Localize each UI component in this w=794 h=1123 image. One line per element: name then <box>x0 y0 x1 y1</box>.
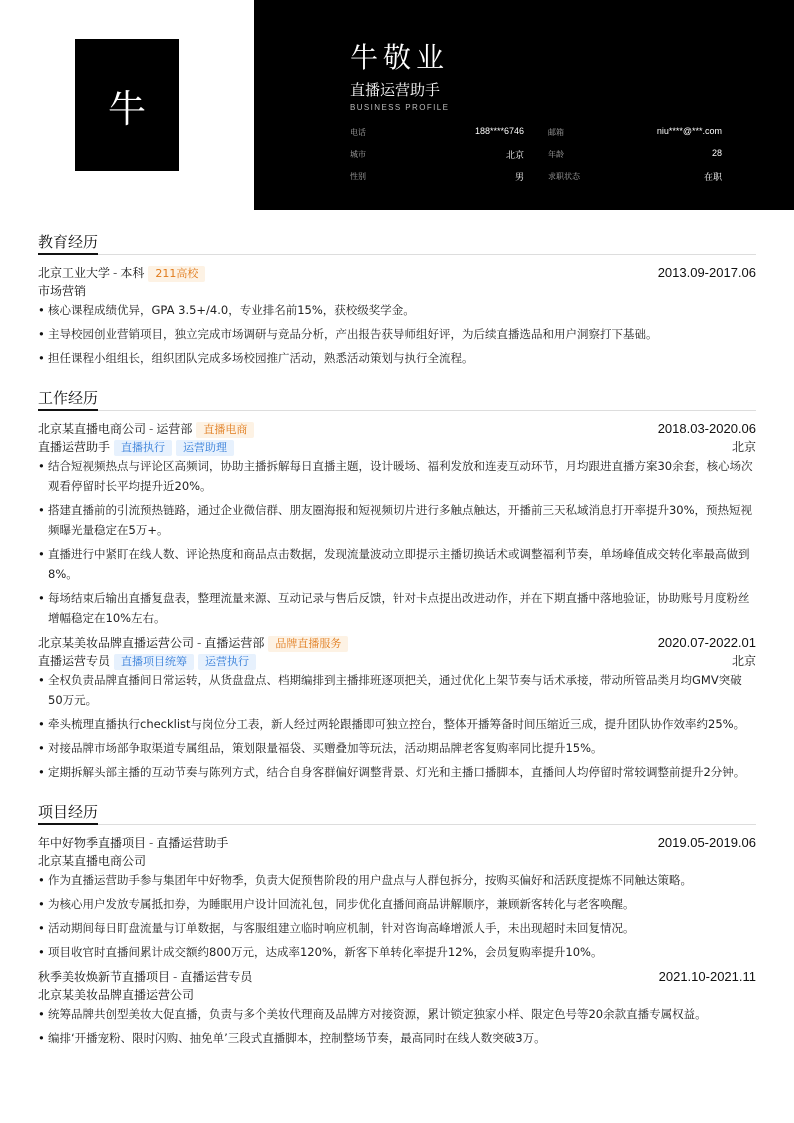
info-label: 邮箱 <box>548 128 564 137</box>
work-city: 北京 <box>731 440 756 454</box>
date-range: 2020.07-2022.01 <box>657 635 756 650</box>
section-header <box>38 388 756 411</box>
section-header <box>38 802 756 825</box>
entry-heading <box>38 264 756 282</box>
info-city <box>350 148 524 170</box>
list-item: • 编排‘开播宠粉、限时闪购、抽免单’三段式直播脚本，控制整场节奏，最高同时在线人数突破3万。 <box>38 1028 756 1048</box>
info-value: 28 <box>711 148 722 158</box>
date-range: 2018.03-2020.06 <box>657 421 756 436</box>
project-entry <box>38 834 756 962</box>
header-left-panel <box>0 0 254 210</box>
section-title: 工作经历 <box>38 388 98 411</box>
bullet-list <box>38 456 756 628</box>
list-item: • 直播进行中紧盯在线人数、评论热度和商品点击数据，发现流量波动立即提示主播切换话术或调整福利节奏，单场峰值成交转化率最高做到8%。 <box>38 544 756 584</box>
department: 运营部 <box>156 422 193 436</box>
info-row <box>350 148 722 170</box>
entry-heading <box>38 634 756 652</box>
entry-subheading <box>38 652 756 670</box>
education-section <box>38 232 756 368</box>
info-row <box>350 170 722 192</box>
project-role: 直播运营专员 <box>180 970 253 984</box>
list-item: • 结合短视频热点与评论区高频词，协助主播拆解每日直播主题，设计暖场、福利发放和连麦互动环节，月均跟进直播方案30余套，核心场次观看停留时长平均提升近20%。 <box>38 456 756 496</box>
list-item: • 担任课程小组组长，组织团队完成多场校园推广活动，熟悉活动策划与执行全流程。 <box>38 348 756 368</box>
list-item: • 牵头梳理直播执行checklist与岗位分工表，新人经过两轮跟播即可独立控台，整体开播筹备时间压缩近三成，提升团队协作效率约25%。 <box>38 714 756 734</box>
skill-tag: 运营执行 <box>198 654 256 670</box>
major: 市场营销 <box>38 284 87 298</box>
department: 直播运营部 <box>204 636 265 650</box>
info-row <box>350 126 722 148</box>
skill-tag: 直播项目统筹 <box>114 654 194 670</box>
entry-subheading <box>38 282 756 300</box>
list-item: • 作为直播运营助手参与集团年中好物季，负责大促预售阶段的用户盘点与人群包拆分，按购买偏好和活跃度提炼不同触达策略。 <box>38 870 756 890</box>
info-phone <box>350 126 524 148</box>
project-org: 北京某美妆品牌直播运营公司 <box>38 988 195 1002</box>
project-role: 直播运营助手 <box>156 836 229 850</box>
projects-section <box>38 802 756 1048</box>
work-entry <box>38 634 756 782</box>
bullet-list <box>38 870 756 962</box>
list-item: • 主导校园创业营销项目，独立完成市场调研与竞品分析，产出报告获导师组好评，为后续直播选品和用户洞察打下基础。 <box>38 324 756 344</box>
info-label: 年龄 <box>548 150 564 159</box>
list-item: • 活动期间每日盯盘流量与订单数据，与客服组建立临时响应机制，针对咨询高峰增派人手，未出现超时未回复情况。 <box>38 918 756 938</box>
industry-tag: 品牌直播服务 <box>268 636 348 652</box>
list-item: • 项目收官时直播间累计成交额约800万元，达成率120%，新客下单转化率提升12%，会员复购率提升10%。 <box>38 942 756 962</box>
date-range: 2021.10-2021.11 <box>658 969 756 984</box>
info-label: 性别 <box>350 172 366 181</box>
skill-tag: 直播执行 <box>114 440 172 456</box>
list-item: • 对接品牌市场部争取渠道专属组品，策划限量福袋、买赠叠加等玩法，活动期品牌老客复购率同比提升15%。 <box>38 738 756 758</box>
position: 直播运营助手 <box>38 440 111 454</box>
project-org: 北京某直播电商公司 <box>38 854 147 868</box>
info-value: 在职 <box>703 172 722 182</box>
entry-subheading <box>38 986 756 1004</box>
separator: - <box>149 422 154 436</box>
list-item: • 每场结束后输出直播复盘表，整理流量来源、互动记录与售后反馈，针对卡点提出改进动作，并在下期直播中落地验证，协助账号月度粉丝增幅稳定在10%左右。 <box>38 588 756 628</box>
industry-tag: 直播电商 <box>196 422 254 438</box>
company-name: 北京某美妆品牌直播运营公司 <box>38 636 195 650</box>
separator: - <box>149 836 154 850</box>
info-job-status <box>548 170 722 192</box>
section-title: 教育经历 <box>38 232 98 255</box>
project-name: 年中好物季直播项目 <box>38 836 147 850</box>
info-value: 188****6746 <box>474 126 524 136</box>
resume-header <box>0 0 794 210</box>
work-city: 北京 <box>731 654 756 668</box>
bullet-list <box>38 300 756 368</box>
info-label: 求职状态 <box>548 172 580 181</box>
degree: 本科 <box>120 266 145 280</box>
list-item: • 统筹品牌共创型美妆大促直播，负责与多个美妆代理商及品牌方对接资源，累计锁定独家小样、限定色号等20余款直播专属权益。 <box>38 1004 756 1024</box>
profile-tag: BUSINESS PROFILE <box>350 103 450 112</box>
entry-subheading <box>38 438 756 456</box>
info-value: 男 <box>514 172 524 182</box>
work-section <box>38 388 756 782</box>
list-item: • 定期拆解头部主播的互动节奏与陈列方式，结合自身客群偏好调整背景、灯光和主播口播脚本，直播间人均停留时常较调整前提升2分钟。 <box>38 762 756 782</box>
info-grid <box>350 126 722 192</box>
info-value: niu****@***.com <box>656 126 722 136</box>
section-title: 项目经历 <box>38 802 98 825</box>
bullet-list <box>38 1004 756 1048</box>
section-header <box>38 232 756 255</box>
separator: - <box>173 970 178 984</box>
company-name: 北京某直播电商公司 <box>38 422 147 436</box>
school-tag: 211高校 <box>148 266 205 282</box>
separator: - <box>113 266 118 280</box>
position: 直播运营专员 <box>38 654 111 668</box>
school-name: 北京工业大学 <box>38 266 111 280</box>
project-entry <box>38 968 756 1048</box>
info-age <box>548 148 722 170</box>
date-range: 2013.09-2017.06 <box>657 265 756 280</box>
info-email <box>548 126 722 148</box>
info-label: 城市 <box>350 150 366 159</box>
separator: - <box>197 636 202 650</box>
bullet-list <box>38 670 756 782</box>
list-item: • 为核心用户发放专属抵扣券，为睡眠用户设计回流礼包，同步优化直播间商品讲解顺序，兼顾新客转化与老客唤醒。 <box>38 894 756 914</box>
info-label: 电话 <box>350 128 366 137</box>
header-profile-panel <box>254 0 794 210</box>
date-range: 2019.05-2019.06 <box>657 835 756 850</box>
list-item: • 核心课程成绩优异，GPA 3.5+/4.0，专业排名前15%，获校级奖学金。 <box>38 300 756 320</box>
entry-subheading <box>38 852 756 870</box>
entry-heading <box>38 420 756 438</box>
work-entry <box>38 420 756 628</box>
skill-tag: 运营助理 <box>176 440 234 456</box>
entry-heading <box>38 968 756 986</box>
entry-heading <box>38 834 756 852</box>
education-entry <box>38 264 756 368</box>
candidate-name: 牛敬业 <box>350 41 450 74</box>
avatar: 牛 <box>75 39 179 171</box>
list-item: • 全权负责品牌直播间日常运转，从货盘盘点、档期编排到主播排班逐项把关，通过优化上架节奏与话术承接，带动所管品类月均GMV突破50万元。 <box>38 670 756 710</box>
info-gender <box>350 170 524 192</box>
resume-content <box>38 232 756 1068</box>
info-value: 北京 <box>505 150 524 160</box>
candidate-role: 直播运营助手 <box>350 81 441 99</box>
project-name: 秋季美妆焕新节直播项目 <box>38 970 171 984</box>
list-item: • 搭建直播前的引流预热链路，通过企业微信群、朋友圈海报和短视频切片进行多触点触达，开播前三天私域消息打开率提升30%，预热短视频曝光量稳定在5万+。 <box>38 500 756 540</box>
